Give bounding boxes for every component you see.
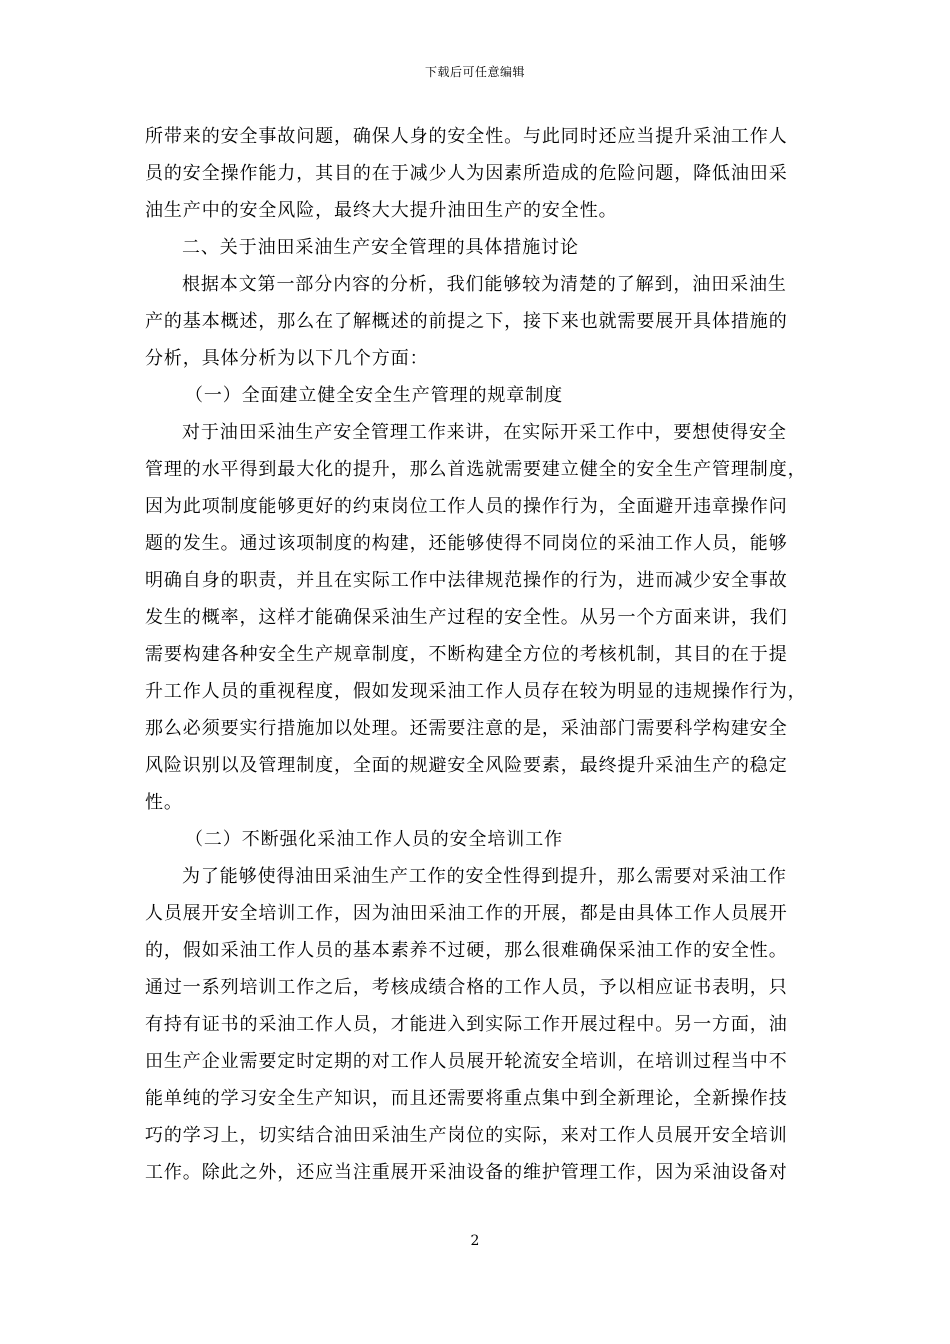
page-number: 2 — [470, 1233, 480, 1249]
body-line: 那么必须要实行措施加以处理。还需要注意的是，采油部门需要科学构建安全 — [145, 718, 788, 739]
body-line: 所带来的安全事故问题，确保人身的安全性。与此同时还应当提升采油工作人 — [145, 126, 788, 147]
body-line: 能单纯的学习安全生产知识，而且还需要将重点集中到全新理论，全新操作技 — [145, 1088, 788, 1109]
section-heading: 二、关于油田采油生产安全管理的具体措施讨论 — [182, 237, 579, 258]
body-line: 升工作人员的重视程度，假如发现采油工作人员存在较为明显的违规操作行为， — [145, 681, 807, 702]
body-line: 通过一系列培训工作之后，考核成绩合格的工作人员，予以相应证书表明，只 — [145, 977, 788, 998]
subsection-heading: （二）不断强化采油工作人员的安全培训工作 — [185, 829, 563, 850]
body-line: 因为此项制度能够更好的约束岗位工作人员的操作行为，全面避开违章操作问 — [145, 496, 788, 517]
body-line: 有持有证书的采油工作人员，才能进入到实际工作开展过程中。另一方面，油 — [145, 1014, 788, 1035]
body-line: 员的安全操作能力，其目的在于减少人为因素所造成的危险问题，降低油田采 — [145, 163, 788, 184]
body-line: 田生产企业需要定时定期的对工作人员展开轮流安全培训，在培训过程当中不 — [145, 1051, 788, 1072]
body-line: 发生的概率，这样才能确保采油生产过程的安全性。从另一个方面来讲，我们 — [145, 607, 788, 628]
body-line: 风险识别以及管理制度，全面的规避安全风险要素，最终提升采油生产的稳定 — [145, 755, 788, 776]
body-line: 巧的学习上，切实结合油田采油生产岗位的实际，来对工作人员展开安全培训 — [145, 1125, 788, 1146]
body-line: 工作。除此之外，还应当注重展开采油设备的维护管理工作，因为采油设备对 — [145, 1162, 788, 1183]
body-line: 对于油田采油生产安全管理工作来讲，在实际开采工作中，要想使得安全 — [182, 422, 787, 443]
body-line: 性。 — [145, 792, 183, 813]
body-line: 需要构建各种安全生产规章制度，不断构建全方位的考核机制，其目的在于提 — [145, 644, 788, 665]
page-header: 下载后可任意编辑 — [424, 65, 525, 79]
body-line: 管理的水平得到最大化的提升，那么首选就需要建立健全的安全生产管理制度， — [145, 459, 807, 480]
body-line: 产的基本概述，那么在了解概述的前提之下，接下来也就需要展开具体措施的 — [145, 311, 788, 332]
body-line: 分析，具体分析为以下几个方面： — [145, 348, 429, 369]
body-line: 题的发生。通过该项制度的构建，还能够使得不同岗位的采油工作人员，能够 — [145, 533, 788, 554]
body-line: 的，假如采油工作人员的基本素养不过硬，那么很难确保采油工作的安全性。 — [145, 940, 788, 961]
body-line: 根据本文第一部分内容的分析，我们能够较为清楚的了解到，油田采油生 — [182, 274, 787, 295]
body-line: 明确自身的职责，并且在实际工作中法律规范操作的行为，进而减少安全事故 — [145, 570, 788, 591]
body-line: 为了能够使得油田采油生产工作的安全性得到提升，那么需要对采油工作 — [182, 866, 787, 887]
body-line: 油生产中的安全风险，最终大大提升油田生产的安全性。 — [145, 200, 618, 221]
subsection-heading: （一）全面建立健全安全生产管理的规章制度 — [185, 385, 563, 406]
body-line: 人员展开安全培训工作，因为油田采油工作的开展，都是由具体工作人员展开 — [145, 903, 788, 924]
document-body — [145, 118, 809, 1191]
